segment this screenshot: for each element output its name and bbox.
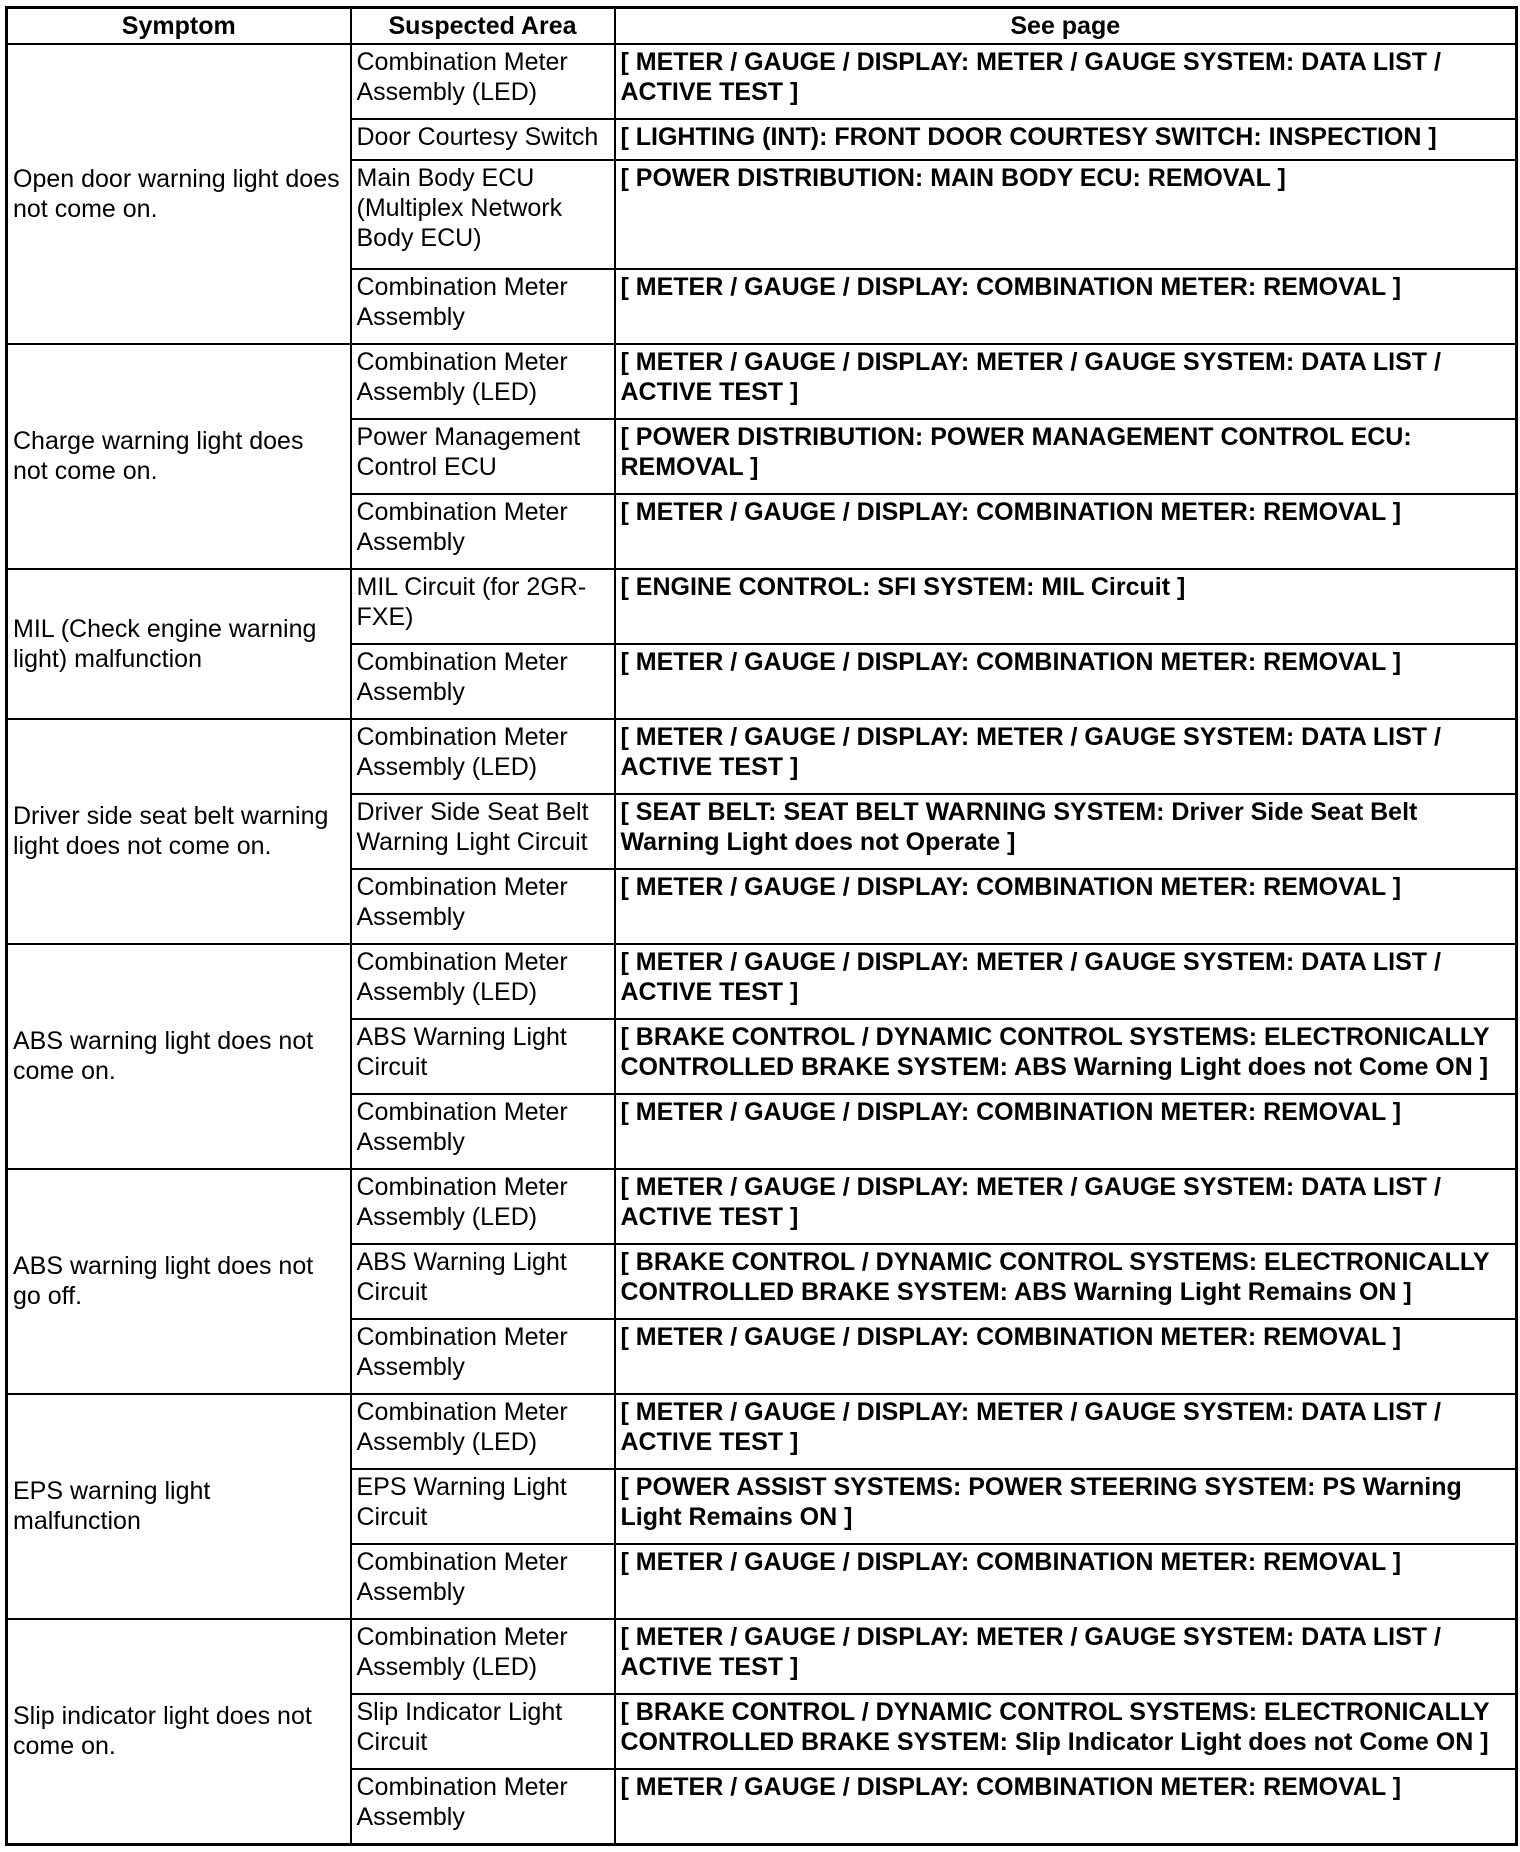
suspected-area-cell: Slip Indicator Light Circuit [351, 1694, 615, 1769]
symptom-cell: Charge warning light does not come on. [7, 344, 351, 569]
see-page-reference: [ METER / GAUGE / DISPLAY: COMBINATION METER: REMOVAL ] [615, 869, 1517, 944]
table-row [7, 344, 1517, 419]
see-page-reference: [ METER / GAUGE / DISPLAY: COMBINATION METER: REMOVAL ] [615, 1544, 1517, 1619]
see-page-reference: [ METER / GAUGE / DISPLAY: METER / GAUGE SYSTEM: DATA LIST / ACTIVE TEST ] [615, 344, 1517, 419]
see-page-reference: [ POWER ASSIST SYSTEMS: POWER STEERING SYSTEM: PS Warning Light Remains ON ] [615, 1469, 1517, 1544]
suspected-area-cell: Combination Meter Assembly (LED) [351, 1169, 615, 1244]
see-page-reference: [ METER / GAUGE / DISPLAY: COMBINATION METER: REMOVAL ] [615, 1094, 1517, 1169]
suspected-area-cell: Combination Meter Assembly [351, 1544, 615, 1619]
suspected-area-cell: Combination Meter Assembly [351, 1769, 615, 1845]
symptom-cell: EPS warning light malfunction [7, 1394, 351, 1619]
suspected-area-cell: Door Courtesy Switch [351, 119, 615, 160]
see-page-reference: [ METER / GAUGE / DISPLAY: METER / GAUGE SYSTEM: DATA LIST / ACTIVE TEST ] [615, 1619, 1517, 1694]
suspected-area-cell: Combination Meter Assembly (LED) [351, 344, 615, 419]
see-page-reference: [ BRAKE CONTROL / DYNAMIC CONTROL SYSTEMS: ELECTRONICALLY CONTROLLED BRAKE SYSTEM: ABS Warning Light Remains ON ] [615, 1244, 1517, 1319]
suspected-area-cell: Combination Meter Assembly [351, 869, 615, 944]
symptom-cell: Driver side seat belt warning light does not come on. [7, 719, 351, 944]
see-page-reference: [ BRAKE CONTROL / DYNAMIC CONTROL SYSTEMS: ELECTRONICALLY CONTROLLED BRAKE SYSTEM: Slip Indicator Light does not Come ON ] [615, 1694, 1517, 1769]
suspected-area-cell: Combination Meter Assembly (LED) [351, 1394, 615, 1469]
see-page-reference: [ METER / GAUGE / DISPLAY: COMBINATION METER: REMOVAL ] [615, 1769, 1517, 1845]
see-page-reference: [ METER / GAUGE / DISPLAY: COMBINATION METER: REMOVAL ] [615, 494, 1517, 569]
suspected-area-cell: EPS Warning Light Circuit [351, 1469, 615, 1544]
see-page-reference: [ METER / GAUGE / DISPLAY: METER / GAUGE SYSTEM: DATA LIST / ACTIVE TEST ] [615, 1169, 1517, 1244]
see-page-reference: [ LIGHTING (INT): FRONT DOOR COURTESY SWITCH: INSPECTION ] [615, 119, 1517, 160]
suspected-area-cell: Combination Meter Assembly [351, 1094, 615, 1169]
see-page-reference: [ SEAT BELT: SEAT BELT WARNING SYSTEM: Driver Side Seat Belt Warning Light does not Operate ] [615, 794, 1517, 869]
table-row [7, 569, 1517, 644]
suspected-area-cell: Combination Meter Assembly [351, 269, 615, 344]
suspected-area-cell: Combination Meter Assembly (LED) [351, 719, 615, 794]
symptom-cell: ABS warning light does not come on. [7, 944, 351, 1169]
see-page-reference: [ POWER DISTRIBUTION: POWER MANAGEMENT CONTROL ECU: REMOVAL ] [615, 419, 1517, 494]
see-page-reference: [ METER / GAUGE / DISPLAY: COMBINATION METER: REMOVAL ] [615, 644, 1517, 719]
header-symptom: Symptom [7, 8, 351, 45]
symptom-cell: Open door warning light does not come on. [7, 44, 351, 344]
table-row [7, 1619, 1517, 1694]
see-page-reference: [ POWER DISTRIBUTION: MAIN BODY ECU: REMOVAL ] [615, 160, 1517, 269]
table-body [7, 44, 1517, 1845]
troubleshooting-table [5, 6, 1518, 1846]
suspected-area-cell: Driver Side Seat Belt Warning Light Circuit [351, 794, 615, 869]
see-page-reference: [ METER / GAUGE / DISPLAY: COMBINATION METER: REMOVAL ] [615, 269, 1517, 344]
suspected-area-cell: Combination Meter Assembly [351, 1319, 615, 1394]
header-suspected-area: Suspected Area [351, 8, 615, 45]
see-page-reference: [ BRAKE CONTROL / DYNAMIC CONTROL SYSTEMS: ELECTRONICALLY CONTROLLED BRAKE SYSTEM: ABS Warning Light does not Come ON ] [615, 1019, 1517, 1094]
suspected-area-cell: Main Body ECU (Multiplex Network Body ECU) [351, 160, 615, 269]
header-see-page: See page [615, 8, 1517, 45]
see-page-reference: [ METER / GAUGE / DISPLAY: METER / GAUGE SYSTEM: DATA LIST / ACTIVE TEST ] [615, 44, 1517, 119]
suspected-area-cell: Combination Meter Assembly [351, 644, 615, 719]
suspected-area-cell: Combination Meter Assembly (LED) [351, 1619, 615, 1694]
table-row [7, 1169, 1517, 1244]
table-row [7, 44, 1517, 119]
symptom-cell: ABS warning light does not go off. [7, 1169, 351, 1394]
suspected-area-cell: MIL Circuit (for 2GR-FXE) [351, 569, 615, 644]
suspected-area-cell: Combination Meter Assembly (LED) [351, 44, 615, 119]
table-row [7, 719, 1517, 794]
see-page-reference: [ METER / GAUGE / DISPLAY: METER / GAUGE SYSTEM: DATA LIST / ACTIVE TEST ] [615, 1394, 1517, 1469]
table-row [7, 944, 1517, 1019]
suspected-area-cell: ABS Warning Light Circuit [351, 1019, 615, 1094]
symptom-cell: MIL (Check engine warning light) malfunction [7, 569, 351, 719]
see-page-reference: [ METER / GAUGE / DISPLAY: METER / GAUGE SYSTEM: DATA LIST / ACTIVE TEST ] [615, 944, 1517, 1019]
see-page-reference: [ METER / GAUGE / DISPLAY: COMBINATION METER: REMOVAL ] [615, 1319, 1517, 1394]
table-row [7, 1394, 1517, 1469]
header-row [7, 8, 1517, 45]
suspected-area-cell: ABS Warning Light Circuit [351, 1244, 615, 1319]
suspected-area-cell: Combination Meter Assembly [351, 494, 615, 569]
see-page-reference: [ METER / GAUGE / DISPLAY: METER / GAUGE SYSTEM: DATA LIST / ACTIVE TEST ] [615, 719, 1517, 794]
see-page-reference: [ ENGINE CONTROL: SFI SYSTEM: MIL Circuit ] [615, 569, 1517, 644]
symptom-cell: Slip indicator light does not come on. [7, 1619, 351, 1845]
suspected-area-cell: Power Management Control ECU [351, 419, 615, 494]
suspected-area-cell: Combination Meter Assembly (LED) [351, 944, 615, 1019]
